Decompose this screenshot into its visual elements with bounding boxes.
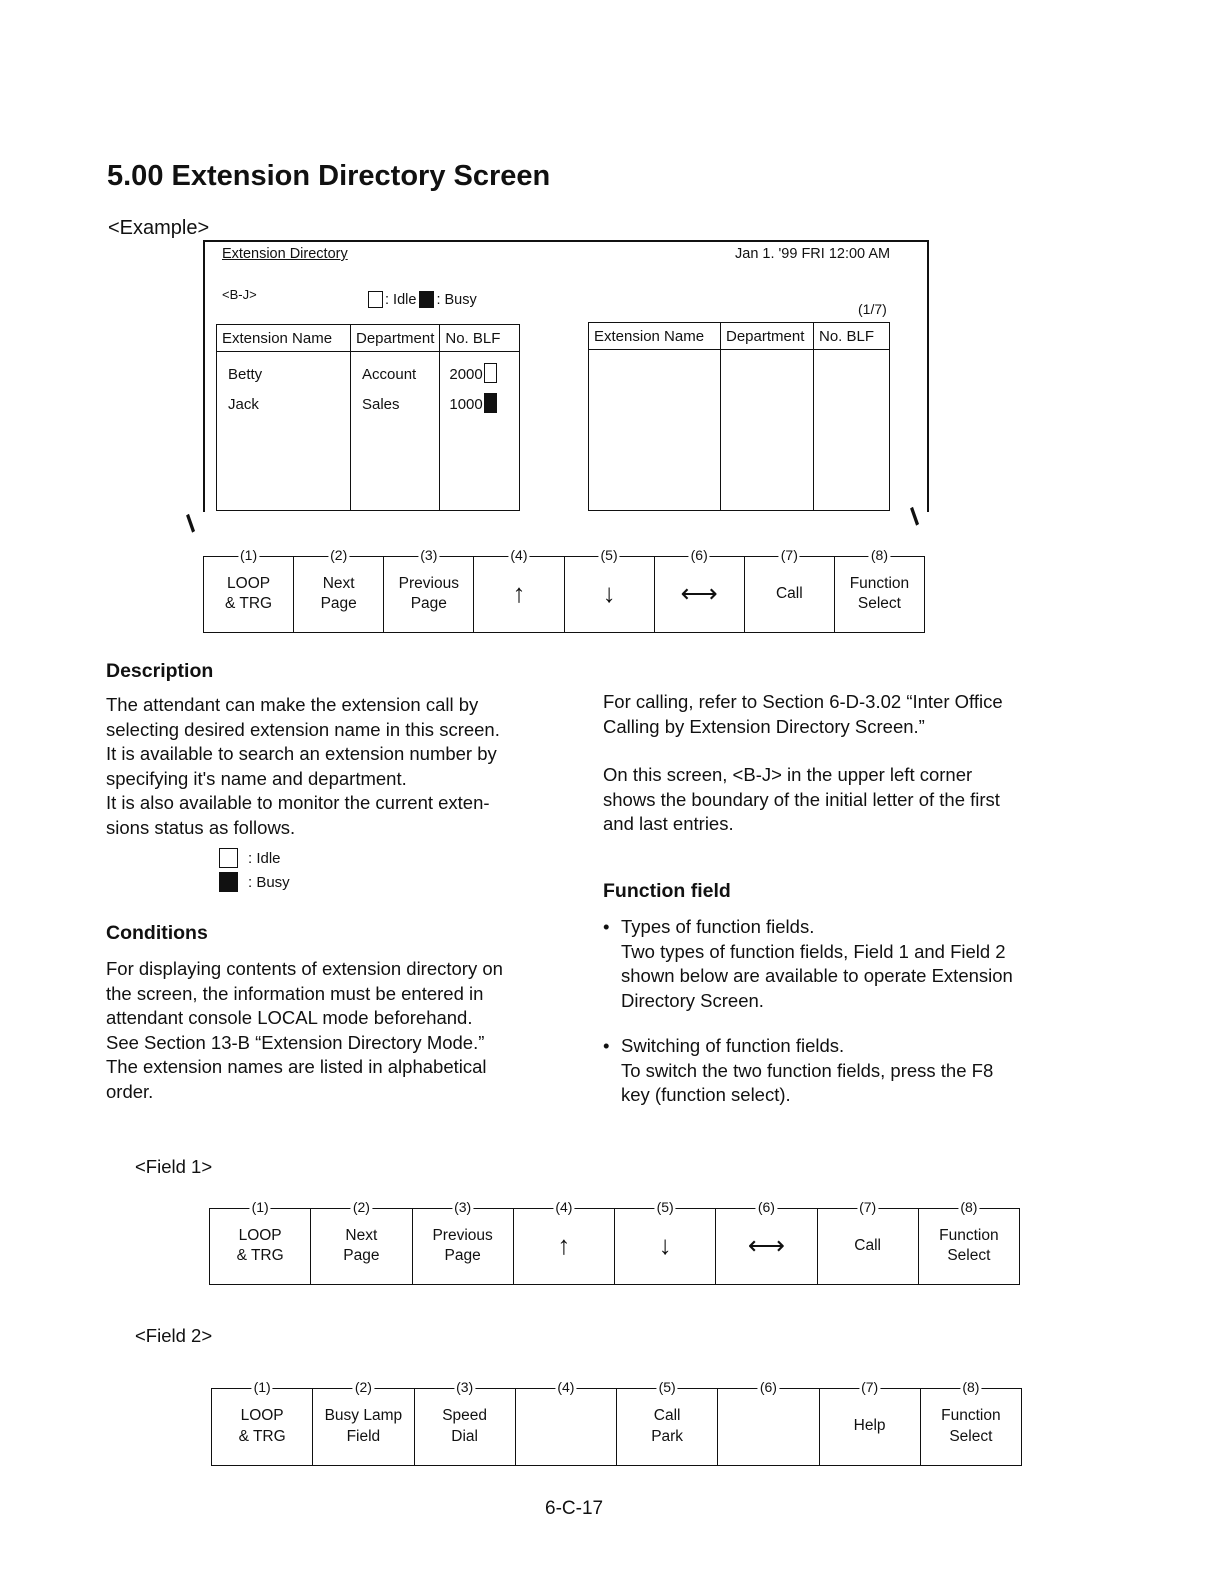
description-text: The attendant can make the extension call by selecting desired extension name in this screen. It is available to search an extension number by specifying it's name and department. It is also available to monitor the current exten- sions status as follows. xyxy=(106,694,500,838)
function-key-8[interactable] xyxy=(921,1379,1021,1465)
function-key-3[interactable] xyxy=(413,1199,514,1284)
function-key-number: (2) xyxy=(352,1199,370,1215)
function-key-label: LOOP & TRG xyxy=(236,1226,284,1264)
arrow-left-right-icon: ⟷ xyxy=(680,578,718,609)
function-key-number: (4) xyxy=(557,1379,575,1395)
screen-title: Extension Directory xyxy=(222,246,348,262)
directory-table-left xyxy=(216,324,520,511)
function-key-2[interactable] xyxy=(294,547,384,632)
conditions-text: For displaying contents of extension directory on the screen, the information must be entered in attendant console LOCAL mode beforehand. See Section 13-B “Extension Directory Mode.” The extension names are listed in alphabetical order. xyxy=(106,958,503,1102)
function-key-2[interactable] xyxy=(313,1379,414,1465)
arrow-up-icon: ↑ xyxy=(557,1230,571,1261)
idle-lamp-icon xyxy=(484,363,497,383)
function-key-label: Next Page xyxy=(343,1226,380,1264)
extension-number: 1000 xyxy=(449,396,483,413)
function-key-label: Help xyxy=(853,1417,886,1435)
table-row-name[interactable]: Betty xyxy=(228,366,263,383)
function-key-4[interactable] xyxy=(514,1199,615,1284)
function-key-5[interactable] xyxy=(617,1379,718,1465)
busy-square-icon xyxy=(419,291,434,308)
boundary-text: On this screen, <B-J> in the upper left corner shows the boundary of the initial letter of the first and last entries. xyxy=(603,764,1000,834)
arrow-down-icon: ↓ xyxy=(602,578,616,609)
idle-square-icon xyxy=(368,291,383,308)
function-key-1[interactable] xyxy=(204,547,294,632)
function-key-5[interactable] xyxy=(565,547,655,632)
screen-page-indicator: (1/7) xyxy=(858,301,887,317)
legend-busy-label: : Busy xyxy=(436,291,477,308)
example-label: <Example> xyxy=(108,217,210,239)
bullet-switching-text: Switching of function fields. To switch the two function fields, press the F8 key (function select). xyxy=(621,1035,994,1105)
function-key-number: (7) xyxy=(859,1199,877,1215)
function-key-number: (3) xyxy=(454,1199,472,1215)
function-key-number: (8) xyxy=(870,547,888,563)
function-key-number: (4) xyxy=(510,547,528,563)
field2-label: <Field 2> xyxy=(135,1325,213,1346)
function-key-2[interactable] xyxy=(311,1199,412,1284)
function-key-label: Previous Page xyxy=(398,574,459,612)
function-key-number: (3) xyxy=(420,547,438,563)
description-heading: Description xyxy=(106,660,214,682)
function-key-label: Function Select xyxy=(849,574,910,612)
function-key-number: (2) xyxy=(354,1379,372,1395)
function-key-number: (1) xyxy=(251,1199,269,1215)
function-key-label: Previous Page xyxy=(432,1226,493,1264)
screen-range: <B-J> xyxy=(222,287,257,302)
function-key-label: Call xyxy=(854,1236,881,1254)
function-key-number: (6) xyxy=(690,547,708,563)
column-header-blf: No. BLF xyxy=(814,323,890,350)
arrow-down-icon: ↓ xyxy=(658,1230,672,1261)
function-key-label: LOOP & TRG xyxy=(238,1407,286,1445)
legend-idle-label: : Idle xyxy=(248,849,281,867)
busy-square-icon xyxy=(219,872,238,892)
function-key-number: (6) xyxy=(759,1379,777,1395)
page-number: 6-C-17 xyxy=(545,1498,604,1519)
function-key-label: Function Select xyxy=(939,1226,999,1264)
status-legend-list xyxy=(219,846,290,894)
table-row-department: Sales xyxy=(362,396,400,413)
calling-reference-text: For calling, refer to Section 6-D-3.02 “Inter Office Calling by Extension Directory Screen.” xyxy=(603,691,1003,737)
field1-label: <Field 1> xyxy=(135,1156,213,1177)
function-key-number: (4) xyxy=(555,1199,573,1215)
legend-idle-label: : Idle xyxy=(385,291,417,308)
function-key-label: Speed Dial xyxy=(442,1407,488,1445)
function-key-6[interactable] xyxy=(716,1199,817,1284)
column-header-blf: No. BLF xyxy=(440,325,520,352)
table-row-blf xyxy=(449,390,519,420)
extension-number: 2000 xyxy=(449,366,483,383)
function-key-5[interactable] xyxy=(615,1199,716,1284)
function-key-4[interactable] xyxy=(474,547,564,632)
arrow-up-icon: ↑ xyxy=(512,578,526,609)
table-row-department: Account xyxy=(362,366,417,383)
function-key-3[interactable] xyxy=(384,547,474,632)
function-key-number: (1) xyxy=(253,1379,271,1395)
function-key-number: (5) xyxy=(656,1199,674,1215)
function-key-number: (1) xyxy=(240,547,258,563)
function-key-number: (8) xyxy=(960,1199,978,1215)
busy-lamp-icon xyxy=(484,393,497,413)
arrow-left-right-icon: ⟷ xyxy=(747,1230,786,1261)
column-header-department: Department xyxy=(721,323,814,350)
function-key-number: (7) xyxy=(780,547,798,563)
function-key-4[interactable] xyxy=(516,1379,617,1465)
bullet-types xyxy=(603,915,1073,1013)
idle-square-icon xyxy=(219,848,238,868)
function-key-label: Busy Lamp Field xyxy=(324,1407,403,1445)
bullet-switching xyxy=(603,1034,1073,1108)
function-key-label: Next Page xyxy=(320,574,357,612)
table-row-blf xyxy=(449,360,519,390)
function-key-label: LOOP & TRG xyxy=(225,574,273,612)
column-header-name: Extension Name xyxy=(217,325,351,352)
function-field-heading: Function field xyxy=(603,880,731,902)
function-key-number: (7) xyxy=(861,1379,879,1395)
function-key-number: (5) xyxy=(658,1379,676,1395)
function-key-8[interactable] xyxy=(835,547,924,632)
function-key-7[interactable] xyxy=(818,1199,919,1284)
function-key-6[interactable] xyxy=(655,547,745,632)
screen-datetime: Jan 1. '99 FRI 12:00 AM xyxy=(735,246,891,262)
function-key-number: (6) xyxy=(757,1199,775,1215)
function-key-label: Function Select xyxy=(941,1407,1001,1445)
function-key-label: Call Park xyxy=(651,1407,684,1445)
function-key-6[interactable] xyxy=(718,1379,819,1465)
field2-function-keys xyxy=(211,1379,1022,1466)
column-header-department: Department xyxy=(351,325,440,352)
break-mark-right: // xyxy=(905,506,920,531)
function-key-8[interactable] xyxy=(919,1199,1019,1284)
table-row-name[interactable]: Jack xyxy=(228,396,259,413)
function-key-label: Call xyxy=(775,584,803,602)
function-key-1[interactable] xyxy=(212,1379,313,1465)
status-legend xyxy=(368,291,477,308)
function-key-3[interactable] xyxy=(415,1379,516,1465)
function-key-number: (3) xyxy=(456,1379,474,1395)
function-key-7[interactable] xyxy=(745,547,835,632)
function-key-1[interactable] xyxy=(210,1199,311,1284)
directory-table-right xyxy=(588,322,890,511)
conditions-heading: Conditions xyxy=(106,922,208,944)
function-key-number: (5) xyxy=(600,547,618,563)
bullet-types-text: Types of function fields. Two types of function fields, Field 1 and Field 2 shown below are available to operate Extension Directory Screen. xyxy=(621,916,1013,1011)
page-title: 5.00 Extension Directory Screen xyxy=(107,160,551,192)
field1-function-keys xyxy=(209,1199,1020,1285)
column-header-name: Extension Name xyxy=(589,323,721,350)
example-function-keys xyxy=(203,547,925,633)
function-key-number: (2) xyxy=(330,547,348,563)
function-key-7[interactable] xyxy=(820,1379,921,1465)
bullet-dot: • xyxy=(603,1035,610,1056)
function-key-number: (8) xyxy=(962,1379,980,1395)
legend-busy-label: : Busy xyxy=(248,873,290,891)
bullet-dot: • xyxy=(603,916,610,937)
break-mark-left: // xyxy=(181,513,196,538)
